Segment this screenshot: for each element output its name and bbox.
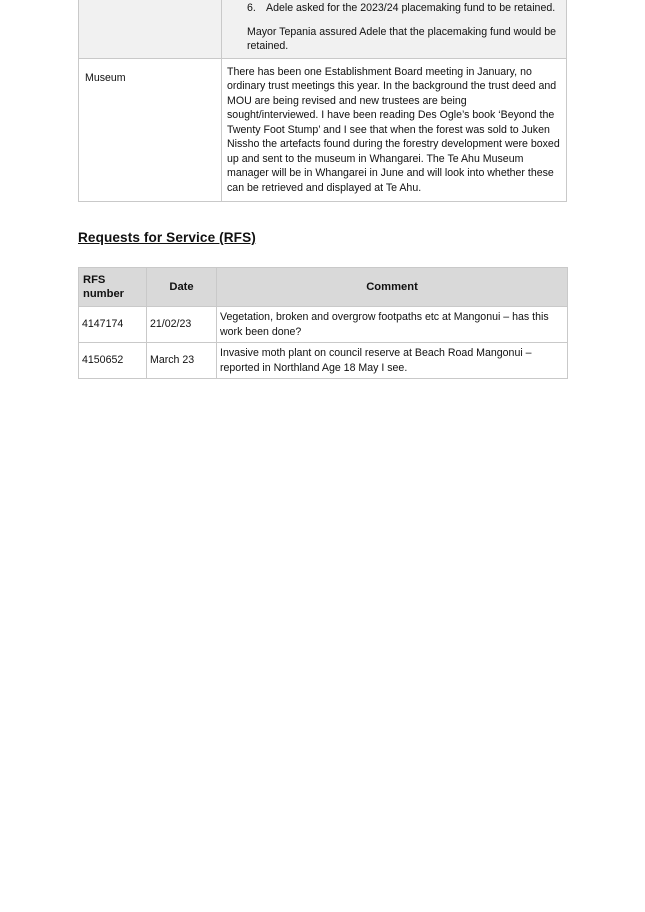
list-item-text: Adele asked for the 2023/24 placemaking fund to be retained. xyxy=(266,2,556,14)
list-number: 6. xyxy=(247,2,256,14)
rfs-table xyxy=(78,267,568,379)
museum-text: There has been one Establishment Board meeting in January, no ordinary trust meetings this year. In the background the trust deed and MOU are being revised and new trustees are being sought/interviewed. I have been reading Des Ogle’s book ‘Beyond the Twenty Foot Stump’ and I see that when the forest was sold to Juken Nissho the artefacts found during the forestry development were boxed up and sent to the museum in Whangarei. The Te Ahu Museum manager will be in Whangarei in June and will look into whether these can be retrieved and displayed at Te Ahu. xyxy=(222,58,567,202)
report-table xyxy=(78,0,567,202)
date-cell: March 23 xyxy=(147,343,217,379)
comment-cell: Vegetation, broken and overgrow footpaths etc at Mangonui – has this work been done? xyxy=(217,307,568,343)
header-rfs-number: RFS number xyxy=(79,268,147,307)
section-heading: Requests for Service (RFS) xyxy=(78,230,256,245)
assurance-paragraph: Mayor Tepania assured Adele that the placemaking fund would be retained. xyxy=(247,25,556,52)
museum-label: Museum xyxy=(79,58,222,202)
table-row xyxy=(79,307,568,343)
rfs-number-cell: 4147174 xyxy=(79,307,147,343)
content-cell xyxy=(222,0,567,58)
header-comment: Comment xyxy=(217,268,568,307)
table-row xyxy=(79,58,567,202)
header-row xyxy=(79,268,568,307)
table-row xyxy=(79,343,568,379)
numbered-list-item xyxy=(227,1,560,16)
date-cell: 21/02/23 xyxy=(147,307,217,343)
table-row xyxy=(79,0,567,58)
comment-cell: Invasive moth plant on council reserve at Beach Road Mangonui – reported in Northland Age 18 May I see. xyxy=(217,343,568,379)
empty-label-cell xyxy=(79,0,222,58)
rfs-number-cell: 4150652 xyxy=(79,343,147,379)
header-date: Date xyxy=(147,268,217,307)
